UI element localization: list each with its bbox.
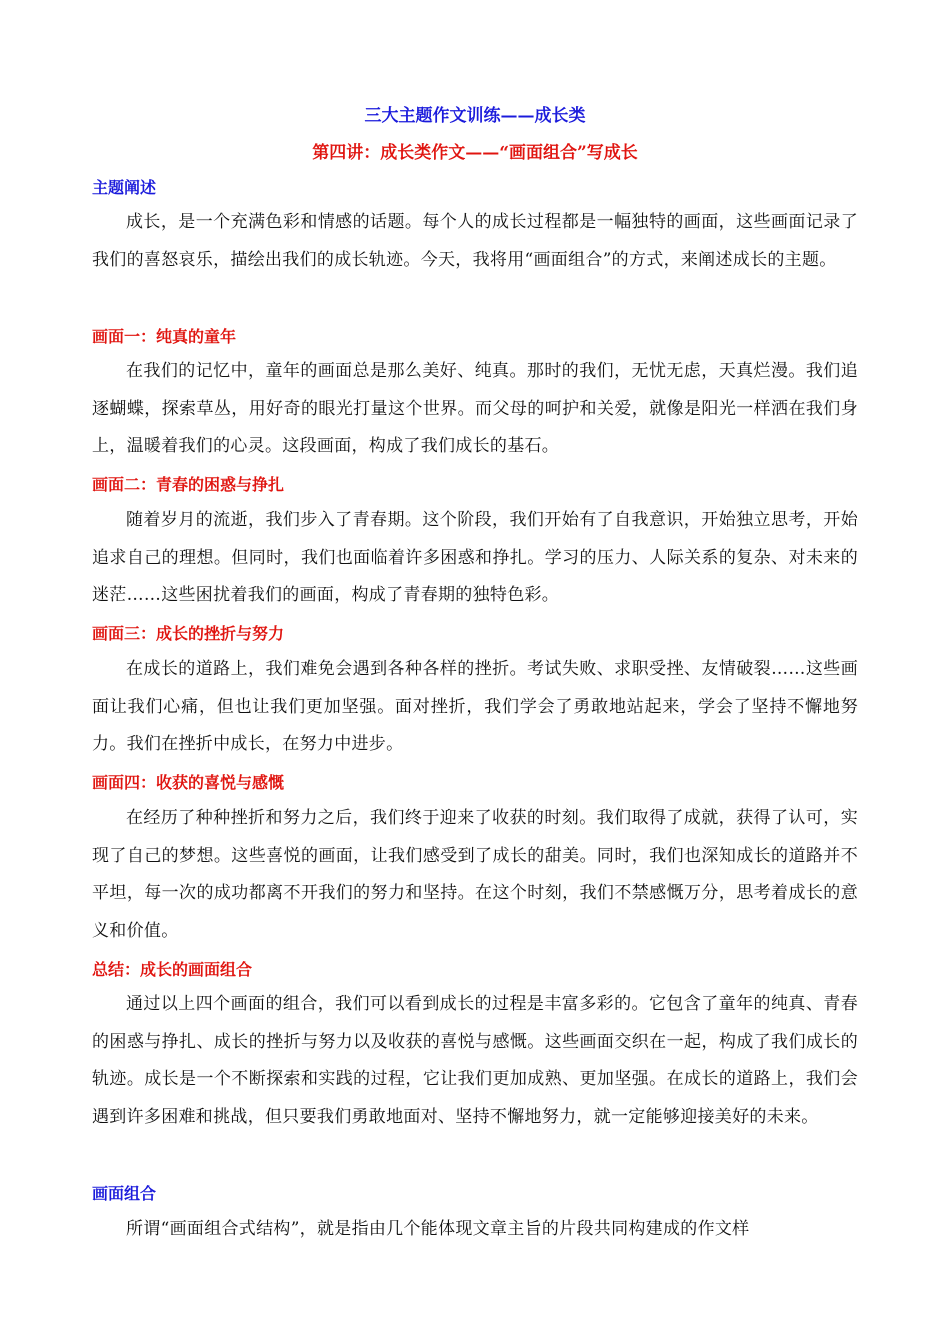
section-heading-composition: 画面组合 bbox=[92, 1184, 157, 1203]
section-paragraph-composition: 所谓“画面组合式结构”，就是指由几个能体现文章主旨的片段共同构建成的作文样 bbox=[126, 1219, 750, 1239]
section-paragraph-scene-4: 在经历了种种挫折和努力之后，我们终于迎来了收获的时刻。我们取得了成就，获得了认可，实现了自己的梦想。这些喜悦的画面，让我们感受到了成长的甜美。同时，我们也深知成长的道路并不平坦，每一次的成功都离不开我们的努力和坚持。在这个时刻，我们不禁感慨万分，思考着成长的意义和价值。 bbox=[92, 808, 858, 941]
section-heading-summary: 总结：成长的画面组合 bbox=[92, 960, 253, 979]
section-heading-scene-2: 画面二：青春的困惑与挣扎 bbox=[92, 475, 285, 494]
section-paragraph-theme: 成长，是一个充满色彩和情感的话题。每个人的成长过程都是一幅独特的画面，这些画面记录了我们的喜怒哀乐，描绘出我们的成长轨迹。今天，我将用“画面组合”的方式，来阐述成长的主题。 bbox=[92, 212, 858, 270]
section-heading-theme: 主题阐述 bbox=[92, 178, 157, 197]
section-heading-scene-3: 画面三：成长的挫折与努力 bbox=[92, 624, 285, 643]
section-heading-scene-4: 画面四：收获的喜悦与感慨 bbox=[92, 773, 285, 792]
section-paragraph-summary: 通过以上四个画面的组合，我们可以看到成长的过程是丰富多彩的。它包含了童年的纯真、青春的困惑与挣扎、成长的挫折与努力以及收获的喜悦与感慨。这些画面交织在一起，构成了我们成长的轨迹。成长是一个不断探索和实践的过程，它让我们更加成熟、更加坚强。在成长的道路上，我们会遇到许多困难和挑战，但只要我们勇敢地面对、坚持不懈地努力，就一定能够迎接美好的未来。 bbox=[92, 994, 858, 1127]
document-title: 三大主题作文训练——成长类 bbox=[364, 106, 586, 126]
section-paragraph-scene-2: 随着岁月的流逝，我们步入了青春期。这个阶段，我们开始有了自我意识，开始独立思考，开始追求自己的理想。但同时，我们也面临着许多困惑和挣扎。学习的压力、人际关系的复杂、对未来的迷茫……这些困扰着我们的画面，构成了青春期的独特色彩。 bbox=[92, 510, 858, 605]
section-heading-scene-1: 画面一：纯真的童年 bbox=[92, 327, 237, 346]
lecture-subtitle: 第四讲：成长类作文——“画面组合”写成长 bbox=[312, 143, 638, 163]
section-paragraph-scene-3: 在成长的道路上，我们难免会遇到各种各样的挫折。考试失败、求职受挫、友情破裂……这些画面让我们心痛，但也让我们更加坚强。面对挫折，我们学会了勇敢地站起来，学会了坚持不懈地努力。我们在挫折中成长，在努力中进步。 bbox=[92, 659, 858, 754]
section-paragraph-scene-1: 在我们的记忆中，童年的画面总是那么美好、纯真。那时的我们，无忧无虑，天真烂漫。我们追逐蝴蝶，探索草丛，用好奇的眼光打量这个世界。而父母的呵护和关爱，就像是阳光一样洒在我们身上，温暖着我们的心灵。这段画面，构成了我们成长的基石。 bbox=[92, 361, 858, 456]
